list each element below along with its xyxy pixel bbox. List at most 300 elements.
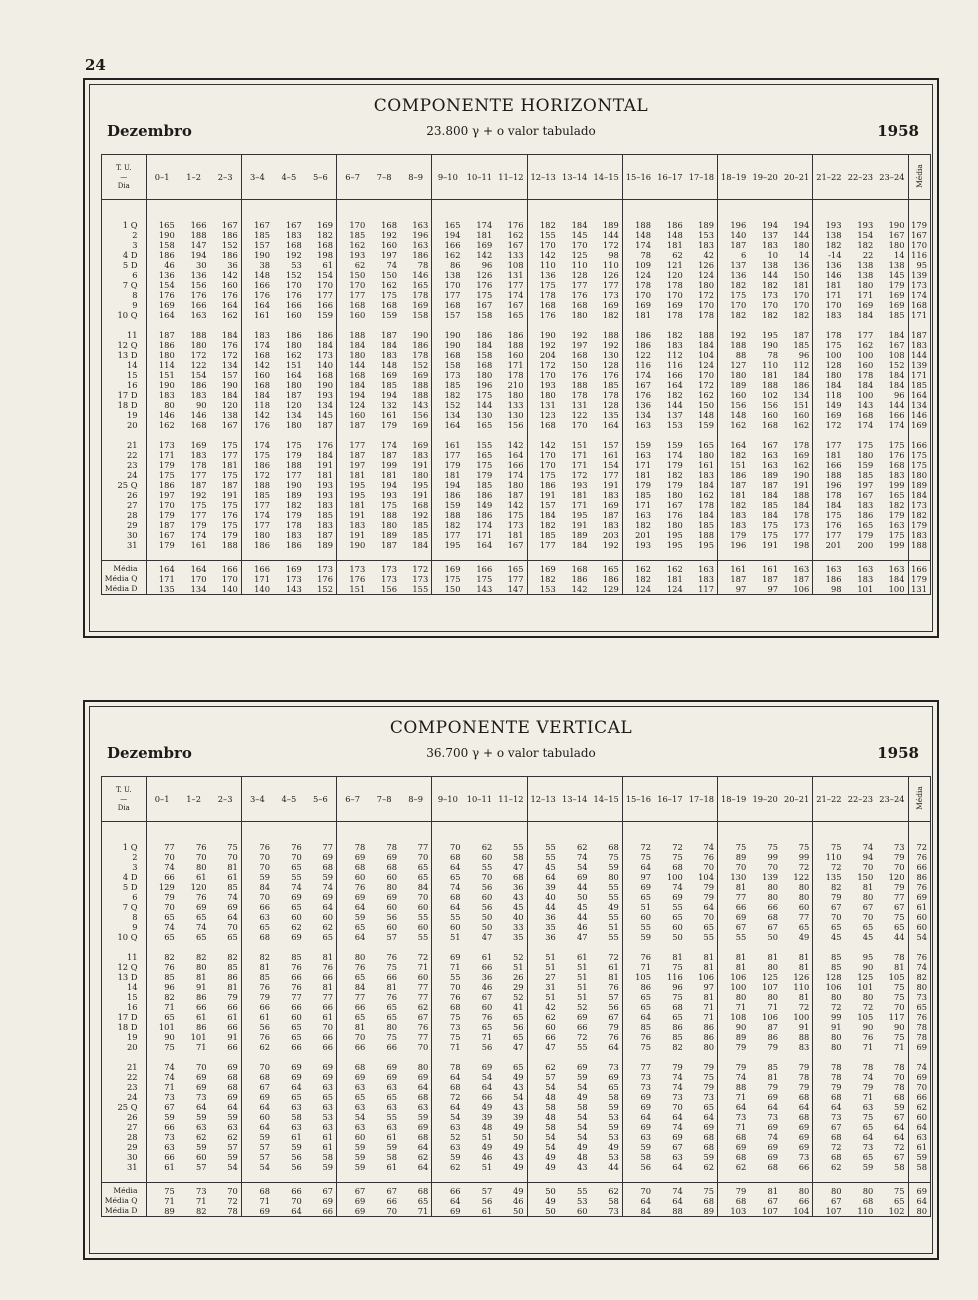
value-cell: 183 bbox=[400, 450, 432, 460]
value-cell: 80 bbox=[164, 400, 175, 410]
value-cell: 192 bbox=[285, 250, 302, 260]
gap-cell bbox=[591, 550, 623, 561]
value-cell: 108 bbox=[495, 260, 527, 270]
value-cell: 175 bbox=[857, 440, 874, 450]
gap-cell bbox=[178, 550, 210, 561]
value-cell: 79 bbox=[686, 1082, 718, 1092]
daily-mean-cell: 60 bbox=[908, 912, 930, 922]
gap-cell bbox=[876, 942, 908, 952]
value-cell: 81 bbox=[195, 972, 207, 982]
value-cell: 168 bbox=[305, 240, 337, 250]
day-label: 25 Q bbox=[102, 1102, 146, 1112]
table-row bbox=[102, 540, 930, 550]
value-cell: 44 bbox=[893, 932, 905, 942]
table-row bbox=[102, 520, 930, 530]
value-cell: 106 bbox=[825, 982, 842, 992]
value-cell: 57 bbox=[386, 932, 397, 942]
value-cell: 168 bbox=[349, 370, 366, 380]
value-cell: 81 bbox=[781, 952, 813, 962]
value-cell: 171 bbox=[254, 574, 270, 584]
value-cell: 142 bbox=[571, 584, 588, 594]
value-cell: 66 bbox=[273, 1183, 305, 1197]
value-cell: 73 bbox=[672, 1092, 683, 1102]
daily-mean-cell: 131 bbox=[908, 584, 930, 594]
value-cell: 69 bbox=[672, 892, 683, 902]
day-label: 23 bbox=[102, 1082, 146, 1092]
value-cell: 168 bbox=[571, 300, 588, 310]
value-cell: 161 bbox=[254, 310, 270, 320]
gap-cell bbox=[686, 550, 718, 561]
value-cell: 65 bbox=[354, 922, 366, 932]
value-cell: 190 bbox=[285, 480, 302, 490]
value-cell: 178 bbox=[857, 370, 874, 380]
value-cell: 45 bbox=[576, 902, 588, 912]
value-cell: 67 bbox=[481, 992, 493, 1002]
value-cell: 65 bbox=[291, 1092, 302, 1102]
value-cell: 183 bbox=[305, 520, 337, 530]
value-cell: 72 bbox=[640, 842, 651, 852]
value-cell: 175 bbox=[730, 290, 747, 300]
value-cell: 68 bbox=[735, 1132, 747, 1142]
daily-mean-cell: 179 bbox=[908, 520, 930, 530]
value-cell: 6 bbox=[740, 250, 747, 260]
value-cell: 65 bbox=[386, 1002, 397, 1012]
table-row bbox=[102, 1012, 930, 1022]
value-cell: 64 bbox=[672, 1196, 683, 1206]
value-cell: 183 bbox=[591, 490, 623, 500]
value-cell: 65 bbox=[495, 1062, 527, 1072]
value-cell: 69 bbox=[640, 882, 651, 892]
value-cell: 155 bbox=[400, 584, 432, 594]
value-cell: 160 bbox=[495, 350, 527, 360]
value-cell: 177 bbox=[495, 574, 527, 584]
value-cell: 166 bbox=[285, 300, 302, 310]
gap-cell bbox=[559, 1052, 591, 1062]
hour-header: 10–11 bbox=[464, 777, 496, 822]
value-cell: 179 bbox=[888, 510, 905, 520]
value-cell: 171 bbox=[495, 360, 527, 370]
gap-cell bbox=[654, 430, 686, 440]
value-cell: 64 bbox=[545, 872, 556, 882]
gap-cell bbox=[305, 942, 337, 952]
value-cell: 66 bbox=[210, 1022, 242, 1032]
value-cell: 55 bbox=[495, 842, 527, 852]
value-cell: 69 bbox=[305, 1072, 337, 1082]
value-cell: 56 bbox=[386, 912, 397, 922]
day-label: 17 D bbox=[102, 390, 146, 400]
daily-mean-cell: 134 bbox=[908, 400, 930, 410]
value-cell: 175 bbox=[476, 460, 493, 470]
value-cell: 68 bbox=[210, 1082, 242, 1092]
value-cell: 68 bbox=[495, 872, 527, 882]
value-cell: 102 bbox=[762, 390, 778, 400]
gap-cell bbox=[876, 1172, 908, 1183]
value-cell: 138 bbox=[210, 410, 242, 420]
value-cell: 72 bbox=[781, 862, 813, 872]
value-cell: 63 bbox=[210, 1122, 242, 1132]
value-cell: 177 bbox=[444, 290, 461, 300]
gap-cell bbox=[464, 1052, 496, 1062]
value-cell: 70 bbox=[259, 892, 270, 902]
value-cell: 80 bbox=[767, 992, 778, 1002]
gap-cell bbox=[102, 430, 146, 440]
value-cell: 71 bbox=[195, 1042, 207, 1052]
value-cell: 155 bbox=[476, 440, 493, 450]
value-cell: 69 bbox=[481, 1062, 493, 1072]
gap-cell bbox=[146, 320, 178, 330]
daily-mean-cell: 73 bbox=[908, 992, 930, 1002]
value-cell: 171 bbox=[158, 450, 175, 460]
day-label: 8 bbox=[102, 912, 146, 922]
spacer-row bbox=[102, 200, 930, 221]
gap-cell bbox=[781, 320, 813, 330]
value-cell: 167 bbox=[495, 240, 527, 250]
value-cell: 68 bbox=[830, 1132, 842, 1142]
value-cell: 81 bbox=[259, 962, 270, 972]
value-cell: 91 bbox=[830, 1022, 842, 1032]
value-cell: 174 bbox=[635, 370, 651, 380]
table-row bbox=[102, 370, 930, 380]
value-cell: 165 bbox=[158, 220, 175, 230]
value-cell: 142 bbox=[495, 500, 527, 510]
value-cell: 191 bbox=[591, 480, 623, 490]
value-cell: 188 bbox=[254, 480, 270, 490]
value-cell: 145 bbox=[305, 410, 337, 420]
value-cell: 49 bbox=[591, 1142, 623, 1152]
value-cell: 70 bbox=[305, 1022, 337, 1032]
value-cell: 179 bbox=[158, 510, 175, 520]
day-label: Média bbox=[102, 561, 146, 575]
value-cell: 177 bbox=[591, 280, 623, 290]
value-cell: 160 bbox=[381, 240, 397, 250]
value-cell: 163 bbox=[400, 220, 432, 230]
value-cell: 70 bbox=[735, 862, 747, 872]
value-cell: 68 bbox=[735, 1196, 747, 1206]
value-cell: 77 bbox=[305, 992, 337, 1002]
value-cell: 193 bbox=[305, 390, 337, 400]
value-cell: 62 bbox=[481, 842, 493, 852]
value-cell: 137 bbox=[730, 260, 747, 270]
value-cell: 182 bbox=[888, 500, 905, 510]
value-cell: 201 bbox=[635, 530, 651, 540]
value-cell: 58 bbox=[291, 1112, 302, 1122]
value-cell: 176 bbox=[825, 520, 842, 530]
value-cell: 65 bbox=[640, 892, 651, 902]
value-cell: 68 bbox=[893, 1092, 905, 1102]
value-cell: 194 bbox=[444, 230, 461, 240]
gap-cell bbox=[432, 1052, 464, 1062]
value-cell: 178 bbox=[781, 510, 813, 520]
table-row bbox=[102, 1092, 930, 1102]
value-cell: 59 bbox=[305, 1162, 337, 1172]
day-label: 22 bbox=[102, 1072, 146, 1082]
gap-cell bbox=[102, 942, 146, 952]
value-cell: 198 bbox=[305, 250, 337, 260]
value-cell: 65 bbox=[164, 912, 175, 922]
value-cell: 136 bbox=[190, 270, 207, 280]
gap-cell bbox=[591, 1052, 623, 1062]
value-cell: 114 bbox=[158, 360, 175, 370]
value-cell: 138 bbox=[762, 260, 778, 270]
value-cell: 176 bbox=[888, 450, 905, 460]
value-cell: 129 bbox=[591, 584, 623, 594]
value-cell: 69 bbox=[386, 1062, 397, 1072]
value-cell: 176 bbox=[210, 290, 242, 300]
value-cell: 186 bbox=[158, 480, 175, 490]
value-cell: 58 bbox=[893, 1162, 905, 1172]
value-cell: 150 bbox=[781, 270, 813, 280]
value-cell: 177 bbox=[444, 530, 461, 540]
value-cell: 68 bbox=[830, 1092, 842, 1102]
value-cell: 175 bbox=[210, 470, 242, 480]
value-cell: 66 bbox=[164, 872, 175, 882]
hour-header: 15–16 bbox=[622, 777, 654, 822]
value-cell: 182 bbox=[857, 240, 874, 250]
value-cell: 179 bbox=[285, 450, 302, 460]
value-cell: 210 bbox=[495, 380, 527, 390]
value-cell: 79 bbox=[735, 1042, 747, 1052]
value-cell: 124 bbox=[686, 360, 718, 370]
value-cell: 91 bbox=[195, 982, 207, 992]
value-cell: 161 bbox=[718, 561, 750, 575]
value-cell: 48 bbox=[545, 1092, 556, 1102]
day-label: 11 bbox=[102, 330, 146, 340]
value-cell: 120 bbox=[190, 882, 207, 892]
value-cell: 186 bbox=[825, 574, 842, 584]
value-cell: 175 bbox=[190, 500, 207, 510]
value-cell: 97 bbox=[686, 982, 718, 992]
value-cell: 175 bbox=[825, 510, 842, 520]
value-cell: 183 bbox=[857, 574, 874, 584]
value-cell: 190 bbox=[158, 380, 175, 390]
hour-header: 0–1 bbox=[146, 777, 178, 822]
value-cell: 149 bbox=[476, 500, 493, 510]
value-cell: 70 bbox=[195, 1062, 207, 1072]
value-cell: 166 bbox=[210, 561, 242, 575]
value-cell: 183 bbox=[285, 230, 302, 240]
value-cell: 161 bbox=[381, 410, 397, 420]
gap-cell bbox=[749, 942, 781, 952]
value-cell: 176 bbox=[305, 440, 337, 450]
day-label: 26 bbox=[102, 1112, 146, 1122]
hour-header: 16–17 bbox=[654, 777, 686, 822]
value-cell: 55 bbox=[591, 932, 623, 942]
value-cell: 125 bbox=[571, 250, 588, 260]
value-cell: 67 bbox=[400, 1012, 432, 1022]
hour-header: 19–20 bbox=[749, 155, 781, 200]
table-row bbox=[102, 480, 930, 490]
value-cell: 191 bbox=[305, 460, 337, 470]
value-cell: 166 bbox=[190, 300, 207, 310]
value-cell: 66 bbox=[195, 1002, 207, 1012]
value-cell: 116 bbox=[666, 360, 683, 370]
table-row bbox=[102, 360, 930, 370]
hour-header: 12–13 bbox=[527, 155, 559, 200]
gap-cell bbox=[591, 430, 623, 440]
value-cell: 64 bbox=[686, 902, 718, 912]
value-cell: 59 bbox=[591, 862, 623, 872]
value-cell: 167 bbox=[476, 300, 493, 310]
value-cell: 50 bbox=[495, 1132, 527, 1142]
value-cell: 71 bbox=[640, 962, 651, 972]
value-cell: 183 bbox=[888, 470, 905, 480]
value-cell: 66 bbox=[305, 1002, 337, 1012]
value-cell: 153 bbox=[686, 230, 718, 240]
value-cell: 49 bbox=[495, 1072, 527, 1082]
day-label: 11 bbox=[102, 952, 146, 962]
value-cell: 175 bbox=[539, 470, 556, 480]
gap-cell bbox=[241, 320, 273, 330]
value-cell: 67 bbox=[893, 902, 905, 912]
day-label: 5 D bbox=[102, 882, 146, 892]
value-cell: 184 bbox=[888, 330, 905, 340]
value-cell: 189 bbox=[285, 490, 302, 500]
daily-mean-cell: 173 bbox=[908, 280, 930, 290]
value-cell: 65 bbox=[354, 1092, 366, 1102]
value-cell: 80 bbox=[845, 1183, 877, 1197]
value-cell: 60 bbox=[481, 1002, 493, 1012]
value-cell: 174 bbox=[495, 470, 527, 480]
gap-cell bbox=[400, 550, 432, 561]
value-cell: 162 bbox=[781, 460, 813, 470]
value-cell: 159 bbox=[381, 310, 397, 320]
spacer-cell bbox=[146, 822, 178, 843]
value-cell: 105 bbox=[635, 972, 651, 982]
value-cell: 64 bbox=[672, 1112, 683, 1122]
value-cell: 175 bbox=[762, 520, 778, 530]
value-cell: 106 bbox=[730, 972, 747, 982]
value-cell: 69 bbox=[291, 932, 302, 942]
value-cell: 179 bbox=[476, 470, 493, 480]
value-cell: 194 bbox=[444, 480, 461, 490]
value-cell: 72 bbox=[830, 862, 842, 872]
value-cell: 171 bbox=[571, 460, 588, 470]
value-cell: 76 bbox=[305, 962, 337, 972]
value-cell: 65 bbox=[781, 922, 813, 932]
value-cell: 84 bbox=[640, 1206, 651, 1216]
day-label: 30 bbox=[102, 530, 146, 540]
value-cell: 180 bbox=[476, 370, 493, 380]
value-cell: 184 bbox=[686, 510, 718, 520]
value-cell: 63 bbox=[259, 912, 270, 922]
value-cell: 195 bbox=[349, 490, 366, 500]
spacer-cell bbox=[464, 822, 496, 843]
spacer-cell bbox=[781, 822, 813, 843]
value-cell: 53 bbox=[576, 1196, 588, 1206]
value-cell: 61 bbox=[305, 1142, 337, 1152]
gap-cell bbox=[241, 1052, 273, 1062]
value-cell: 188 bbox=[400, 390, 432, 400]
value-cell: 75 bbox=[830, 842, 842, 852]
day-label: 27 bbox=[102, 500, 146, 510]
value-cell: 70 bbox=[686, 912, 718, 922]
value-cell: 77 bbox=[400, 982, 432, 992]
gap-cell bbox=[400, 1052, 432, 1062]
value-cell: 154 bbox=[305, 270, 337, 280]
value-cell: 193 bbox=[635, 540, 651, 550]
value-cell: 59 bbox=[354, 1142, 366, 1152]
value-cell: 182 bbox=[539, 220, 556, 230]
value-cell: 54 bbox=[576, 862, 588, 872]
value-cell: 138 bbox=[888, 260, 905, 270]
value-cell: 188 bbox=[400, 380, 432, 390]
value-cell: 62 bbox=[291, 922, 302, 932]
value-cell: 66 bbox=[781, 1162, 813, 1172]
value-cell: 69 bbox=[767, 1152, 778, 1162]
value-cell: 182 bbox=[730, 500, 747, 510]
gap-cell bbox=[464, 942, 496, 952]
value-cell: 175 bbox=[285, 440, 302, 450]
value-cell: 144 bbox=[349, 360, 366, 370]
daily-mean-cell: 74 bbox=[908, 962, 930, 972]
value-cell: 162 bbox=[349, 240, 366, 250]
value-cell: 184 bbox=[400, 540, 432, 550]
value-cell: 176 bbox=[305, 574, 337, 584]
value-cell: 68 bbox=[767, 1162, 778, 1172]
daily-mean-cell: 69 bbox=[908, 1072, 930, 1082]
value-cell: 169 bbox=[857, 300, 874, 310]
value-cell: 69 bbox=[259, 1206, 270, 1216]
value-cell: 186 bbox=[495, 330, 527, 340]
table-row bbox=[102, 230, 930, 240]
value-cell: 83 bbox=[781, 1042, 813, 1052]
gap-cell bbox=[527, 942, 559, 952]
gap-cell bbox=[210, 320, 242, 330]
gap-cell bbox=[908, 320, 930, 330]
value-cell: 74 bbox=[305, 882, 337, 892]
value-cell: 61 bbox=[386, 1132, 397, 1142]
value-cell: 184 bbox=[686, 340, 718, 350]
value-cell: 178 bbox=[666, 310, 683, 320]
value-cell: 189 bbox=[762, 470, 778, 480]
value-cell: 173 bbox=[305, 350, 337, 360]
gap-cell bbox=[527, 320, 559, 330]
value-cell: 176 bbox=[571, 370, 588, 380]
value-cell: 78 bbox=[781, 1072, 813, 1082]
value-cell: 170 bbox=[571, 240, 588, 250]
value-cell: 169 bbox=[888, 290, 905, 300]
value-cell: 63 bbox=[386, 1082, 397, 1092]
gap-cell bbox=[718, 1052, 750, 1062]
value-cell: 65 bbox=[195, 912, 207, 922]
table-row bbox=[102, 290, 930, 300]
value-cell: 164 bbox=[210, 300, 242, 310]
value-cell: 57 bbox=[195, 1162, 207, 1172]
value-cell: 184 bbox=[254, 390, 270, 400]
value-cell: 185 bbox=[539, 530, 556, 540]
day-label: 23 bbox=[102, 460, 146, 470]
value-cell: 77 bbox=[354, 992, 366, 1002]
value-cell: 138 bbox=[825, 230, 842, 240]
value-cell: 74 bbox=[576, 852, 588, 862]
value-cell: 140 bbox=[305, 360, 337, 370]
value-cell: 177 bbox=[781, 530, 813, 540]
value-cell: 78 bbox=[386, 842, 397, 852]
daily-mean-cell: 69 bbox=[908, 1042, 930, 1052]
spacer-cell bbox=[210, 822, 242, 843]
value-cell: 49 bbox=[495, 1122, 527, 1132]
value-cell: 166 bbox=[305, 300, 337, 310]
value-cell: 165 bbox=[495, 310, 527, 320]
value-cell: 39 bbox=[495, 1112, 527, 1122]
value-cell: 169 bbox=[476, 240, 493, 250]
value-cell: 186 bbox=[210, 230, 242, 240]
value-cell: 70 bbox=[195, 852, 207, 862]
table-row bbox=[102, 510, 930, 520]
tu-label: T. U. bbox=[115, 163, 132, 172]
value-cell: 166 bbox=[241, 561, 273, 575]
value-cell: 196 bbox=[730, 220, 747, 230]
